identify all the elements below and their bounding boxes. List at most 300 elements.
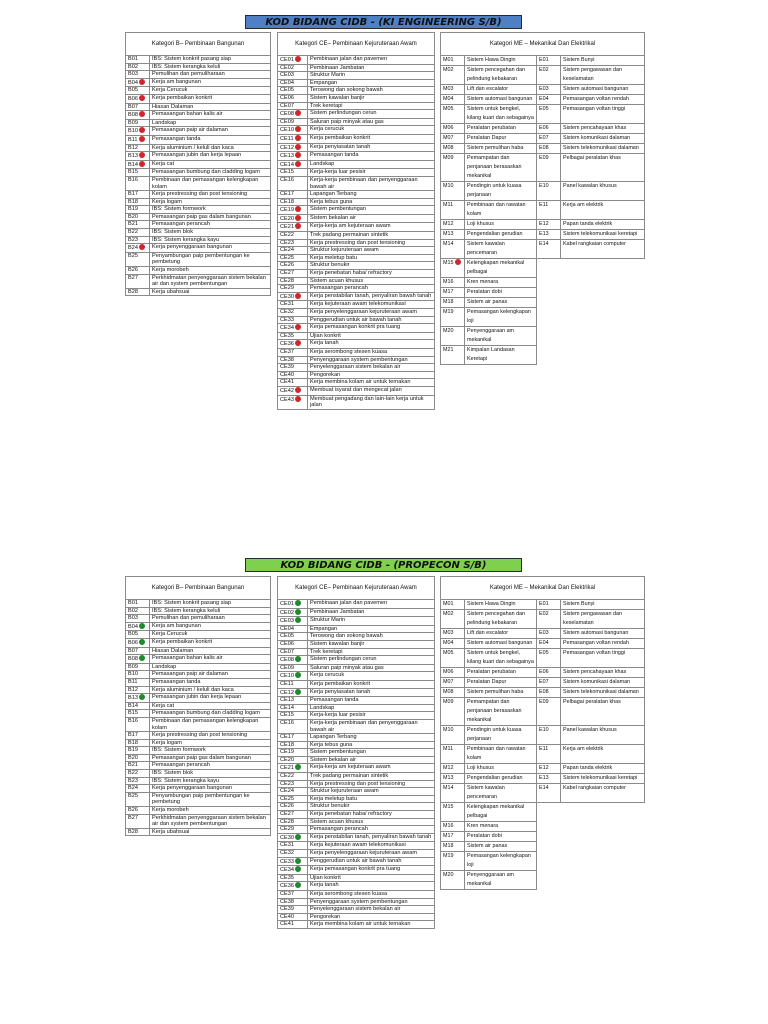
selected-dot-icon bbox=[139, 694, 145, 700]
m-code: M12 bbox=[441, 220, 465, 230]
e-description: Papan tanda elektrik bbox=[561, 764, 645, 774]
m-description: Sistem kawalan pencemaran bbox=[465, 784, 537, 803]
row-code: CE23 bbox=[278, 780, 308, 788]
table-row bbox=[441, 56, 645, 66]
table-row bbox=[441, 688, 645, 698]
row-description: Trek keretapi bbox=[308, 102, 435, 110]
row-description: Struktur benukir bbox=[308, 803, 435, 811]
row-description: Kerja logam bbox=[150, 198, 271, 206]
empty-cell bbox=[537, 842, 645, 852]
m-description: Pengendalian gerudian bbox=[465, 774, 537, 784]
row-description: Membuat pengadang dan lain-lain kerja untuk jalan bbox=[308, 395, 435, 409]
e-description: Kabel rangkaian computer bbox=[561, 784, 645, 803]
e-description: Sistem komunikasi dalaman bbox=[561, 134, 645, 144]
e-code: E14 bbox=[537, 784, 561, 803]
row-code: CE11 bbox=[278, 134, 308, 143]
m-code: M14 bbox=[441, 784, 465, 803]
row-description: IBS: Sistem formwork bbox=[150, 747, 271, 755]
e-description: Pemasangan voltan rendah bbox=[561, 639, 645, 649]
row-code: CE34 bbox=[278, 866, 308, 875]
selected-dot-icon bbox=[295, 135, 301, 141]
table-row bbox=[126, 213, 271, 221]
row-description: Pemasangan perancah bbox=[308, 826, 435, 834]
section-1-category-ce-table bbox=[277, 32, 435, 410]
row-code: CE02 bbox=[278, 608, 308, 617]
row-description: Pemasangan tanda bbox=[308, 152, 435, 161]
row-description: Kerja pembaikan konkrit bbox=[150, 94, 271, 103]
row-code: B03 bbox=[126, 615, 150, 623]
row-code: CE03 bbox=[278, 617, 308, 626]
e-code: E01 bbox=[537, 600, 561, 610]
row-code: CE28 bbox=[278, 818, 308, 826]
row-description: IBS: Sistem blok bbox=[150, 229, 271, 237]
table-row bbox=[278, 734, 435, 742]
row-description: Pemulihan dan pemuliharaan bbox=[150, 615, 271, 623]
table-row bbox=[126, 792, 271, 806]
row-description: IBS: Sistem konkrit pasang siap bbox=[150, 600, 271, 608]
empty-cell bbox=[537, 803, 645, 822]
row-description: Struktur Marin bbox=[308, 72, 435, 80]
m-code: M10 bbox=[441, 726, 465, 745]
table-row bbox=[126, 236, 271, 244]
row-description: Sistem pembentungan bbox=[308, 749, 435, 757]
e-description: Sistem telekomunikasi keretapi bbox=[561, 230, 645, 240]
table-row bbox=[278, 301, 435, 309]
table-row bbox=[278, 152, 435, 161]
e-code: E01 bbox=[537, 56, 561, 66]
empty-cell bbox=[537, 832, 645, 842]
row-description: Pemasangan tanda bbox=[308, 697, 435, 705]
row-code: CE03 bbox=[278, 72, 308, 80]
row-description: Kerja-kerja am kejuteraan awam bbox=[308, 764, 435, 773]
row-description: IBS: Sistem kerangka kayu bbox=[150, 777, 271, 785]
table-row bbox=[441, 327, 645, 346]
e-code: E12 bbox=[537, 764, 561, 774]
table-row bbox=[278, 332, 435, 340]
e-description: Sistem telekomunikasi dalaman bbox=[561, 144, 645, 154]
row-code: CE07 bbox=[278, 102, 308, 110]
table-row bbox=[278, 788, 435, 796]
row-code: CE12 bbox=[278, 688, 308, 697]
row-code: B25 bbox=[126, 792, 150, 806]
table-row bbox=[126, 686, 271, 694]
row-description: Kerja pemasangan konkrit pra tuang bbox=[308, 866, 435, 875]
row-description: Kerja penstabilan tanah, penyaliran bawah tanah bbox=[308, 292, 435, 301]
m-description: Sistem air panas bbox=[465, 842, 537, 852]
table-row bbox=[126, 127, 271, 136]
table-row bbox=[126, 814, 271, 828]
e-description: Sistem Bunyi bbox=[561, 600, 645, 610]
m-code: M16 bbox=[441, 822, 465, 832]
table-row bbox=[278, 857, 435, 866]
row-description: Sistem acuan khusus bbox=[308, 277, 435, 285]
row-code: CE05 bbox=[278, 87, 308, 95]
table-row bbox=[441, 745, 645, 764]
table-row bbox=[126, 717, 271, 731]
table-row bbox=[278, 803, 435, 811]
row-description: IBS: Sistem blok bbox=[150, 770, 271, 778]
row-description: Landskap bbox=[308, 704, 435, 712]
table-row bbox=[126, 732, 271, 740]
m-code: M15 bbox=[441, 259, 465, 278]
table-row bbox=[278, 379, 435, 387]
table-row bbox=[126, 63, 271, 71]
selected-dot-icon bbox=[139, 161, 145, 167]
m-code: M03 bbox=[441, 629, 465, 639]
selected-dot-icon bbox=[295, 324, 301, 330]
selected-dot-icon bbox=[295, 617, 301, 623]
row-code: CE43 bbox=[278, 395, 308, 409]
row-description: Pengorekan bbox=[308, 371, 435, 379]
row-code: CE29 bbox=[278, 285, 308, 293]
empty-cell bbox=[537, 308, 645, 327]
row-description: Kerja aluminium / keluli dan kaca bbox=[150, 144, 271, 152]
row-description: Trek keretapi bbox=[308, 648, 435, 656]
selected-dot-icon bbox=[295, 223, 301, 229]
row-code: CE21 bbox=[278, 764, 308, 773]
row-description: Pemasangan paip gas dalam bangunan bbox=[150, 754, 271, 762]
row-description: Kerja membina kolam air untuk ternakan bbox=[308, 921, 435, 929]
e-code: E08 bbox=[537, 688, 561, 698]
table-row bbox=[126, 252, 271, 266]
e-code: E10 bbox=[537, 726, 561, 745]
table-row bbox=[126, 71, 271, 79]
selected-dot-icon bbox=[295, 882, 301, 888]
table-row bbox=[126, 694, 271, 703]
row-description: Kerja cat bbox=[150, 702, 271, 710]
e-code: E02 bbox=[537, 66, 561, 85]
m-code: M08 bbox=[441, 688, 465, 698]
empty-cell bbox=[537, 327, 645, 346]
row-code: CE26 bbox=[278, 262, 308, 270]
row-code: CE38 bbox=[278, 356, 308, 364]
table-row bbox=[278, 356, 435, 364]
row-description: Kerja am bangunan bbox=[150, 78, 271, 87]
table-row bbox=[441, 668, 645, 678]
table-row bbox=[126, 600, 271, 608]
row-description: Struktur benukir bbox=[308, 262, 435, 270]
row-description: Sistem bekalan air bbox=[308, 756, 435, 764]
selected-dot-icon bbox=[295, 689, 301, 695]
row-code: CE30 bbox=[278, 292, 308, 301]
table-row bbox=[278, 704, 435, 712]
table-row bbox=[278, 826, 435, 834]
row-code: B14 bbox=[126, 702, 150, 710]
row-code: B25 bbox=[126, 252, 150, 266]
row-code: B24 bbox=[126, 785, 150, 793]
row-description: Pemasangan bahan kalis air bbox=[150, 111, 271, 120]
table-row bbox=[441, 85, 645, 95]
table-row bbox=[126, 702, 271, 710]
table-row bbox=[441, 288, 645, 298]
row-description: Sistem pembentungan bbox=[308, 206, 435, 215]
e-code: E06 bbox=[537, 668, 561, 678]
row-code: CE01 bbox=[278, 56, 308, 65]
m-code: M03 bbox=[441, 85, 465, 95]
table-row bbox=[126, 176, 271, 190]
row-code: CE37 bbox=[278, 348, 308, 356]
m-description: Sistem automasi bangunan bbox=[465, 639, 537, 649]
table-row bbox=[441, 600, 645, 610]
table-row bbox=[278, 680, 435, 688]
row-description: Kerja penyelenggaraan kejuruteraan awam bbox=[308, 309, 435, 317]
selected-dot-icon bbox=[295, 110, 301, 116]
row-code: B16 bbox=[126, 176, 150, 190]
e-code: E06 bbox=[537, 124, 561, 134]
e-code: E09 bbox=[537, 154, 561, 182]
table-row bbox=[278, 79, 435, 87]
e-description: Sistem telekomunikasi dalaman bbox=[561, 688, 645, 698]
table-row bbox=[278, 198, 435, 206]
row-code: CE13 bbox=[278, 152, 308, 161]
m-code: M13 bbox=[441, 230, 465, 240]
row-code: B19 bbox=[126, 747, 150, 755]
row-description: Pemasangan perancah bbox=[150, 221, 271, 229]
row-description: Kerja logam bbox=[150, 739, 271, 747]
row-code: CE08 bbox=[278, 656, 308, 665]
row-description: Kerja tebus guna bbox=[308, 198, 435, 206]
row-code: CE25 bbox=[278, 795, 308, 803]
row-code: CE17 bbox=[278, 734, 308, 742]
row-description: Kerja serombong stesen kuasa bbox=[308, 348, 435, 356]
row-description: Pembinaan Jambatan bbox=[308, 608, 435, 617]
e-description: Sistem telekomunikasi keretapi bbox=[561, 774, 645, 784]
row-code: CE33 bbox=[278, 316, 308, 324]
empty-cell bbox=[537, 288, 645, 298]
row-code: CE10 bbox=[278, 672, 308, 681]
m-code: M11 bbox=[441, 201, 465, 220]
table-row bbox=[278, 239, 435, 247]
table-row bbox=[278, 898, 435, 906]
row-code: B21 bbox=[126, 221, 150, 229]
m-code: M20 bbox=[441, 327, 465, 346]
table-row bbox=[278, 277, 435, 285]
table-row bbox=[126, 119, 271, 127]
table-row bbox=[126, 206, 271, 214]
row-description: Hiasan Dalaman bbox=[150, 647, 271, 655]
selected-dot-icon bbox=[295, 293, 301, 299]
row-code: CE14 bbox=[278, 704, 308, 712]
row-code: B02 bbox=[126, 63, 150, 71]
row-description: Kerja meletup batu bbox=[308, 795, 435, 803]
m-description: Pembinaan dan rawatan kolam bbox=[465, 745, 537, 764]
row-code: B08 bbox=[126, 111, 150, 120]
table-row bbox=[278, 608, 435, 617]
m-description: Sistem air panas bbox=[465, 298, 537, 308]
row-description: Lapangan Terbang bbox=[308, 191, 435, 199]
table-row bbox=[441, 278, 645, 288]
row-code: B23 bbox=[126, 777, 150, 785]
table-row bbox=[278, 913, 435, 921]
row-description: Empangan bbox=[308, 625, 435, 633]
m-description: Lift dan escalator bbox=[465, 85, 537, 95]
empty-cell bbox=[537, 346, 645, 365]
row-code: CE09 bbox=[278, 664, 308, 672]
e-code: E13 bbox=[537, 774, 561, 784]
selected-dot-icon bbox=[295, 600, 301, 606]
table-row bbox=[126, 647, 271, 655]
table-row bbox=[441, 240, 645, 259]
row-description: Kerja aluminium / keluli dan kaca bbox=[150, 686, 271, 694]
m-description: Sistem untuk bengkel, kilang kuari dan sebagainya bbox=[465, 649, 537, 668]
row-description: Pemulihan dan pemuliharaan bbox=[150, 71, 271, 79]
e-code: E03 bbox=[537, 629, 561, 639]
row-description: IBS: Sistem formwork bbox=[150, 206, 271, 214]
row-code: CE37 bbox=[278, 890, 308, 898]
table-row bbox=[441, 259, 645, 278]
table-row bbox=[126, 754, 271, 762]
row-description: Lapangan Terbang bbox=[308, 734, 435, 742]
selected-dot-icon bbox=[139, 655, 145, 661]
m-description: Peralatan perubatan bbox=[465, 124, 537, 134]
row-description: Kerja penebatan haba/ refractory bbox=[308, 270, 435, 278]
table-row bbox=[441, 784, 645, 803]
m-code: M15 bbox=[441, 803, 465, 822]
row-code: CE36 bbox=[278, 340, 308, 349]
e-description: Sistem automasi bangunan bbox=[561, 85, 645, 95]
e-code: E09 bbox=[537, 698, 561, 726]
row-code: B27 bbox=[126, 814, 150, 828]
m-code: M10 bbox=[441, 182, 465, 201]
m-code: M09 bbox=[441, 698, 465, 726]
table-row bbox=[441, 871, 645, 890]
row-code: CE39 bbox=[278, 364, 308, 372]
row-code: B04 bbox=[126, 78, 150, 87]
table-row bbox=[278, 118, 435, 126]
e-code: E12 bbox=[537, 220, 561, 230]
row-code: B07 bbox=[126, 647, 150, 655]
table-row bbox=[126, 87, 271, 95]
row-code: CE10 bbox=[278, 126, 308, 135]
table-row bbox=[441, 726, 645, 745]
selected-dot-icon bbox=[295, 656, 301, 662]
empty-cell bbox=[537, 278, 645, 288]
table-row bbox=[126, 631, 271, 639]
selected-dot-icon bbox=[295, 672, 301, 678]
row-code: B28 bbox=[126, 828, 150, 836]
empty-cell bbox=[537, 298, 645, 308]
row-description: Kerja cerucuk bbox=[308, 672, 435, 681]
table-row bbox=[441, 842, 645, 852]
e-code: E07 bbox=[537, 678, 561, 688]
table-row bbox=[126, 94, 271, 103]
row-code: CE26 bbox=[278, 803, 308, 811]
m-code: M05 bbox=[441, 649, 465, 668]
row-code: CE06 bbox=[278, 94, 308, 102]
row-description: Kerja cat bbox=[150, 160, 271, 169]
m-code: M18 bbox=[441, 298, 465, 308]
e-description: Kerja am elektrik bbox=[561, 201, 645, 220]
m-code: M21 bbox=[441, 346, 465, 365]
table-row bbox=[278, 625, 435, 633]
row-description: Pembinaan jalan dan pavemen bbox=[308, 600, 435, 609]
row-description: Struktur kejuruteraan awam bbox=[308, 247, 435, 255]
table-row bbox=[126, 144, 271, 152]
table-row bbox=[278, 890, 435, 898]
m-description: Sistem automasi bangunan bbox=[465, 95, 537, 105]
table-row bbox=[441, 154, 645, 182]
row-description: Penggerudian untuk air bawah tanah bbox=[308, 316, 435, 324]
table-row bbox=[278, 134, 435, 143]
table-row bbox=[126, 160, 271, 169]
e-description: Panel kawalan khusus bbox=[561, 182, 645, 201]
e-description: Papan tanda elektrik bbox=[561, 220, 645, 230]
table-header: Kategori ME – Mekanikal Dan Elektrikal bbox=[441, 577, 645, 600]
row-code: B02 bbox=[126, 607, 150, 615]
row-description: Trek padang permainan sintetik bbox=[308, 232, 435, 240]
selected-dot-icon bbox=[139, 111, 145, 117]
row-description: Penyambungan paip pembentungan ke pembetung bbox=[150, 252, 271, 266]
row-code: CE08 bbox=[278, 110, 308, 119]
table-row bbox=[126, 785, 271, 793]
row-code: B05 bbox=[126, 87, 150, 95]
row-code: CE15 bbox=[278, 712, 308, 720]
row-description: Penyenggaraan system pembentungan bbox=[308, 356, 435, 364]
m-description: Peralatan dobi bbox=[465, 288, 537, 298]
table-row bbox=[441, 803, 645, 822]
table-row bbox=[278, 818, 435, 826]
m-code: M01 bbox=[441, 600, 465, 610]
row-code: CE40 bbox=[278, 913, 308, 921]
table-row bbox=[126, 169, 271, 177]
selected-dot-icon bbox=[295, 144, 301, 150]
table-row bbox=[126, 622, 271, 631]
row-code: CE40 bbox=[278, 371, 308, 379]
row-code: B10 bbox=[126, 127, 150, 136]
row-description: Pemasangan paip gas dalam bangunan bbox=[150, 213, 271, 221]
table-row bbox=[278, 292, 435, 301]
table-row bbox=[278, 756, 435, 764]
m-code: M08 bbox=[441, 144, 465, 154]
table-row bbox=[441, 610, 645, 629]
row-description: Kerja-kerja am kejuteraan awam bbox=[308, 223, 435, 232]
row-code: CE18 bbox=[278, 741, 308, 749]
row-code: B05 bbox=[126, 631, 150, 639]
section-1-category-me-table bbox=[440, 32, 645, 365]
row-description: Pengorekan bbox=[308, 913, 435, 921]
row-code: B11 bbox=[126, 135, 150, 144]
row-code: CE41 bbox=[278, 379, 308, 387]
table-header: Kategori CE– Pembinaan Kejuruteraan Awam bbox=[278, 577, 435, 600]
table-row bbox=[278, 921, 435, 929]
e-description: Pemasangan voltan rendah bbox=[561, 95, 645, 105]
row-description: Pemasangan paip air dalaman bbox=[150, 671, 271, 679]
table-row bbox=[278, 270, 435, 278]
row-code: CE34 bbox=[278, 324, 308, 333]
table-row bbox=[441, 182, 645, 201]
table-row bbox=[278, 741, 435, 749]
empty-cell bbox=[537, 871, 645, 890]
table-row bbox=[441, 144, 645, 154]
selected-dot-icon bbox=[295, 215, 301, 221]
row-description: Kerja pembaikan konkrit bbox=[308, 680, 435, 688]
row-description: Kerja ubahsuai bbox=[150, 288, 271, 296]
table-row bbox=[441, 346, 645, 365]
e-description: Sistem pengawasan dan keselamatan bbox=[561, 610, 645, 629]
row-description: Kerja penstabilan tanah, penyaliran bawah tanah bbox=[308, 833, 435, 842]
m-description: Loji khusus bbox=[465, 764, 537, 774]
row-code: CE33 bbox=[278, 857, 308, 866]
selected-dot-icon bbox=[295, 834, 301, 840]
row-description: Pemasangan bumbung dan cladding logam bbox=[150, 710, 271, 718]
row-description: Terowong dan sokong bawah bbox=[308, 633, 435, 641]
e-description: Sistem komunikasi dalaman bbox=[561, 678, 645, 688]
row-description: Penyenggaraan system pembentungan bbox=[308, 898, 435, 906]
table-row bbox=[126, 78, 271, 87]
table-row bbox=[278, 712, 435, 720]
table-row bbox=[278, 324, 435, 333]
m-code: M12 bbox=[441, 764, 465, 774]
